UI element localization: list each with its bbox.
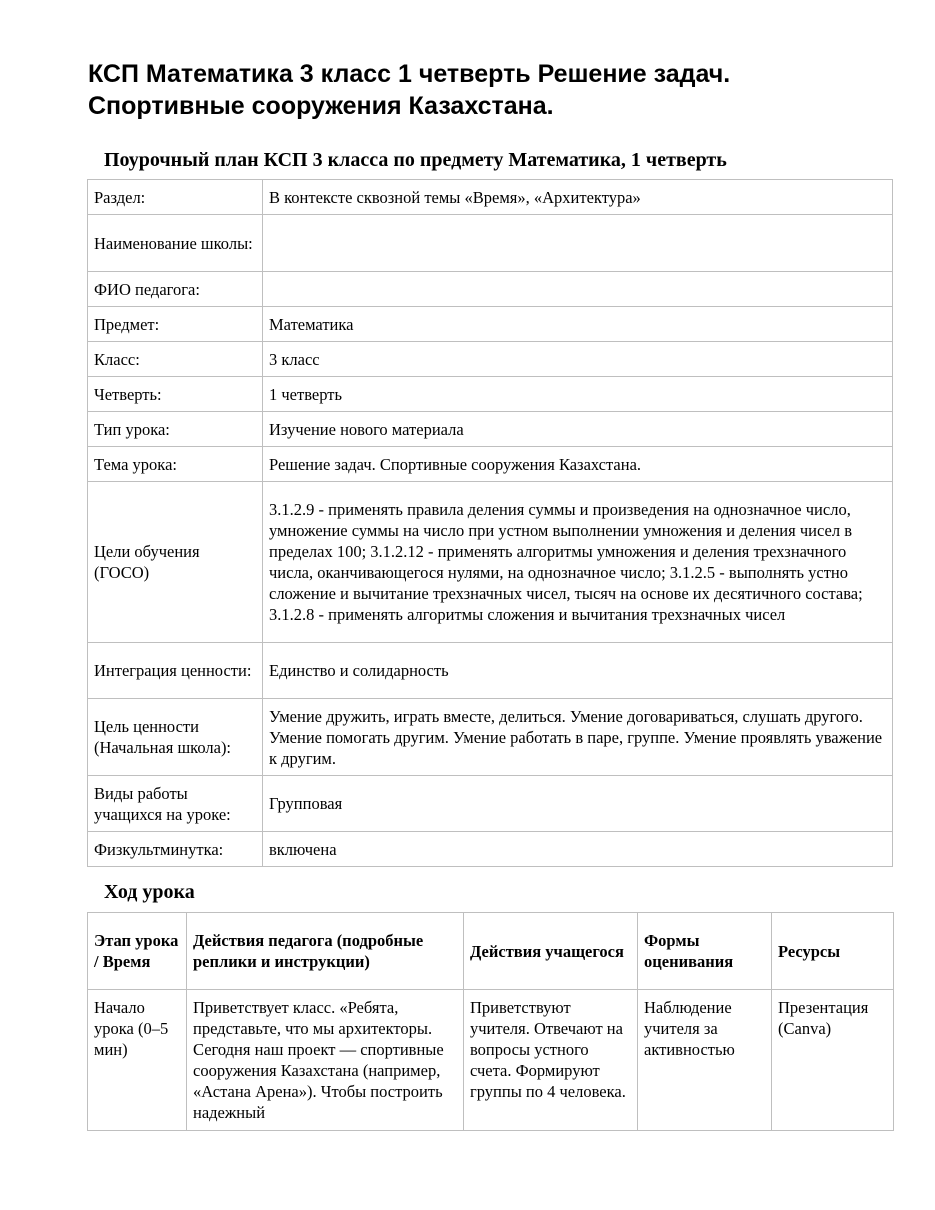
table-row: [88, 447, 893, 482]
table-row: [88, 215, 893, 272]
row-label: ФИО педагога:: [88, 272, 263, 307]
column-header-assessment: Формы оценивания: [638, 913, 772, 990]
row-value: Групповая: [263, 776, 893, 832]
cell-stage: Начало урока (0–5 мин): [88, 990, 187, 1131]
plan-heading: Поурочный план КСП 3 класса по предмету Математика, 1 четверть: [104, 149, 727, 171]
row-value: включена: [263, 832, 893, 867]
row-value: В контексте сквозной темы «Время», «Архитектура»: [263, 180, 893, 215]
cell-student-actions: Приветствуют учителя. Отвечают на вопросы устного счета. Формируют группы по 4 человека.: [464, 990, 638, 1131]
column-header-teacher-actions: Действия педагога (подробные реплики и инструкции): [187, 913, 464, 990]
table-row: [88, 307, 893, 342]
row-label: Цель ценности (Начальная школа):: [88, 699, 263, 776]
row-label: Интеграция ценности:: [88, 643, 263, 699]
row-value: 3 класс: [263, 342, 893, 377]
table-row: [88, 377, 893, 412]
row-value: Единство и солидарность: [263, 643, 893, 699]
row-label: Тип урока:: [88, 412, 263, 447]
row-label: Цели обучения (ГОСО): [88, 482, 263, 643]
row-value: 1 четверть: [263, 377, 893, 412]
table-row: [88, 643, 893, 699]
row-label: Класс:: [88, 342, 263, 377]
table-row: [88, 272, 893, 307]
lesson-course-table: [87, 912, 894, 1131]
table-row: [88, 412, 893, 447]
row-label: Предмет:: [88, 307, 263, 342]
row-value: Умение дружить, играть вместе, делиться. Умение договариваться, слушать другого. Умение помогать другим. Умение работать в паре, группе. Умение проявлять уважение к другим.: [263, 699, 893, 776]
row-value: 3.1.2.9 - применять правила деления суммы и произведения на однозначное число, умножение суммы на число при устном выполнении умножения и деления чисел в пределах 100; 3.1.2.12 - применять алгоритмы умножения и деления трехзначного числа, оканчивающегося нулями, на однозначное число; 3.1.2.5 - выполнять устно сложение и вычитание трехзначных чисел, тысяч на основе их десятичного состава; 3.1.2.8 - применять алгоритмы сложения и вычитания трехзначных чисел: [263, 482, 893, 643]
column-header-stage: Этап урока / Время: [88, 913, 187, 990]
lesson-info-table: [87, 179, 893, 867]
course-heading: Ход урока: [104, 881, 195, 903]
row-value: [263, 272, 893, 307]
table-row: [88, 776, 893, 832]
table-row: [88, 699, 893, 776]
table-header-row: [88, 913, 894, 990]
cell-assessment: Наблюдение учителя за активностью: [638, 990, 772, 1131]
table-row: [88, 832, 893, 867]
row-label: Тема урока:: [88, 447, 263, 482]
row-label: Наименование школы:: [88, 215, 263, 272]
row-label: Четверть:: [88, 377, 263, 412]
table-row: [88, 342, 893, 377]
row-label: Физкультминутка:: [88, 832, 263, 867]
table-row: [88, 180, 893, 215]
row-label: Раздел:: [88, 180, 263, 215]
table-row: [88, 990, 894, 1131]
row-value: Решение задач. Спортивные сооружения Казахстана.: [263, 447, 893, 482]
row-label: Виды работы учащихся на уроке:: [88, 776, 263, 832]
column-header-resources: Ресурсы: [772, 913, 894, 990]
row-value: [263, 215, 893, 272]
document-title: КСП Математика 3 класс 1 четверть Решение задач. Спортивные сооружения Казахстана.: [88, 60, 731, 120]
cell-resources: Презентация (Canva): [772, 990, 894, 1131]
table-row: [88, 482, 893, 643]
row-value: Изучение нового материала: [263, 412, 893, 447]
cell-teacher-actions: Приветствует класс. «Ребята, представьте, что мы архитекторы. Сегодня наш проект — спортивные сооружения Казахстана (например, «Астана Арена»). Чтобы построить надежный: [187, 990, 464, 1131]
column-header-student-actions: Действия учащегося: [464, 913, 638, 990]
row-value: Математика: [263, 307, 893, 342]
